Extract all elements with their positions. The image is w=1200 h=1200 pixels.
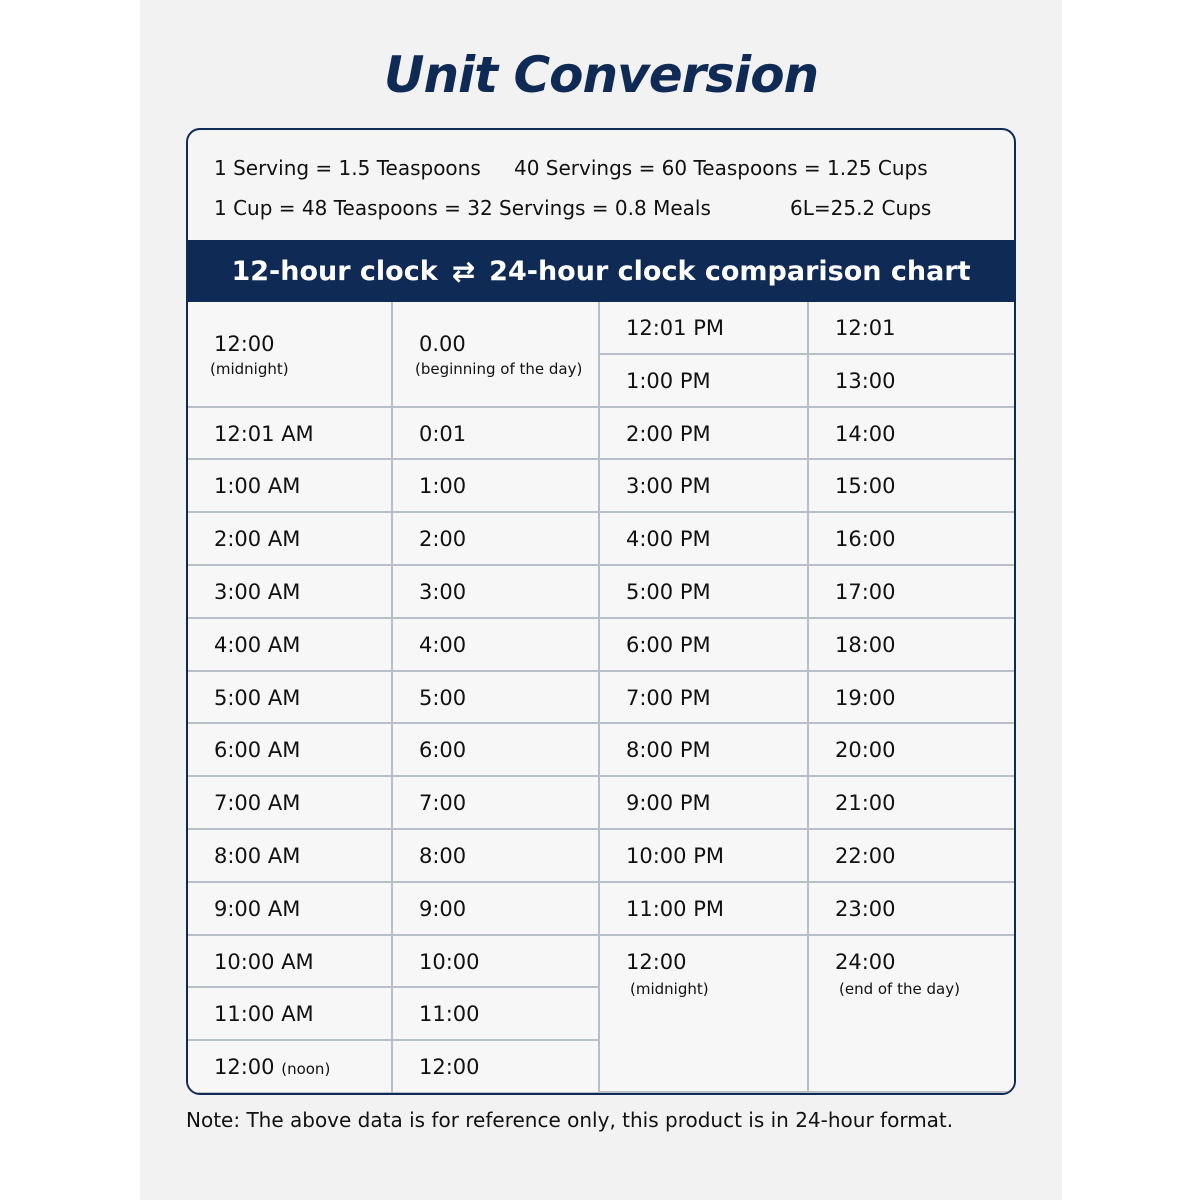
chart-heading-banner (188, 240, 1014, 302)
cell-24-hour (393, 724, 600, 777)
cell-24-hour (393, 460, 600, 513)
cell-12-hour (188, 408, 393, 461)
cell-24-hour (809, 619, 1014, 672)
time-12h: 2:00 PM (626, 421, 711, 446)
conversion-cup-meals: 1 Cup = 48 Teaspoons = 32 Servings = 0.8 Meals (214, 196, 711, 220)
cell-12-hour (600, 619, 809, 672)
cell-12-hour (600, 460, 809, 513)
cell-12-hour (600, 302, 809, 355)
time-24h: 12:01 (835, 316, 896, 340)
time-note: (midnight) (630, 979, 709, 998)
cell-24-hour (809, 830, 1014, 883)
cell-12-hour (188, 566, 393, 619)
time-24h: 20:00 (835, 738, 896, 763)
cell-24-hour (393, 883, 600, 936)
time-12h: 9:00 AM (214, 896, 301, 921)
time-24h: 19:00 (835, 685, 896, 710)
cell-24-hour (809, 566, 1014, 619)
time-24h: 6:00 (419, 738, 467, 763)
time-12h: 7:00 AM (214, 791, 301, 816)
cell-12-hour (600, 672, 809, 725)
time-24h: 7:00 (419, 791, 467, 816)
cell-12-hour (188, 302, 393, 408)
time-24h: 0.00 (419, 332, 466, 356)
time-24h: 18:00 (835, 632, 896, 657)
time-24h: 3:00 (419, 580, 467, 604)
time-12h: 9:00 PM (626, 791, 711, 816)
cell-12-hour (188, 830, 393, 883)
time-note: (noon) (281, 1060, 331, 1079)
conversion-servings-cups: 40 Servings = 60 Teaspoons = 1.25 Cups (514, 156, 928, 180)
time-24h: 10:00 (419, 949, 480, 974)
chart-heading-left: 12-hour clock (231, 255, 438, 287)
time-24h: 5:00 (419, 685, 467, 710)
cell-24-hour (809, 355, 1014, 408)
time-12h: 5:00 PM (626, 580, 711, 604)
time-24h: 1:00 (419, 474, 467, 499)
conversion-card (186, 128, 1016, 1095)
time-24h: 11:00 (419, 1002, 480, 1027)
cell-12-hour (600, 566, 809, 619)
time-24h: 21:00 (835, 791, 896, 816)
time-12h: 3:00 PM (626, 474, 711, 499)
time-24h: 4:00 (419, 632, 467, 657)
time-12h: 12:00 (626, 949, 687, 974)
time-12h: 12:00 (214, 1055, 275, 1080)
cell-12-hour (188, 777, 393, 830)
time-12h: 12:01 AM (214, 421, 314, 446)
time-24h: 0:01 (419, 421, 467, 446)
time-12h: 8:00 PM (626, 738, 711, 763)
cell-24-hour (809, 724, 1014, 777)
time-12h: 6:00 AM (214, 738, 301, 763)
cell-24-hour (393, 936, 600, 989)
time-12h: 1:00 AM (214, 474, 301, 499)
cell-24-hour (809, 460, 1014, 513)
time-12h: 6:00 PM (626, 632, 711, 657)
cell-12-hour (600, 936, 809, 1093)
cell-24-hour (809, 936, 1014, 1093)
conversion-liters-cups: 6L=25.2 Cups (790, 196, 932, 220)
cell-12-hour (600, 777, 809, 830)
time-24h: 14:00 (835, 421, 896, 446)
time-24h: 24:00 (835, 949, 896, 974)
time-12h: 12:00 (214, 332, 275, 356)
time-24h: 16:00 (835, 527, 896, 552)
cell-12-hour (600, 883, 809, 936)
footnote: Note: The above data is for reference only, this product is in 24-hour format. (186, 1108, 954, 1132)
cell-12-hour (600, 513, 809, 566)
time-12h: 4:00 PM (626, 527, 711, 552)
chart-heading-right: 24-hour clock comparison chart (489, 255, 971, 287)
cell-12-hour (600, 355, 809, 408)
cell-24-hour (809, 777, 1014, 830)
time-12h: 12:01 PM (626, 316, 724, 340)
cell-12-hour (188, 513, 393, 566)
time-24h: 13:00 (835, 368, 896, 393)
time-12h: 2:00 AM (214, 527, 301, 552)
cell-12-hour (188, 883, 393, 936)
time-24h: 15:00 (835, 474, 896, 499)
time-12h: 11:00 AM (214, 1002, 314, 1027)
time-24h: 12:00 (419, 1055, 480, 1080)
cell-12-hour (188, 619, 393, 672)
cell-12-hour (188, 724, 393, 777)
cell-24-hour (393, 513, 600, 566)
time-24h: 8:00 (419, 844, 467, 868)
cell-12-hour (188, 1041, 393, 1094)
cell-12-hour (188, 460, 393, 513)
cell-12-hour (600, 830, 809, 883)
time-12h: 5:00 AM (214, 685, 301, 710)
cell-24-hour (393, 777, 600, 830)
cell-24-hour (393, 830, 600, 883)
cell-12-hour (600, 408, 809, 461)
time-12h: 1:00 PM (626, 368, 711, 393)
cell-24-hour (809, 513, 1014, 566)
time-24h: 23:00 (835, 896, 896, 921)
time-12h: 10:00 AM (214, 949, 314, 974)
time-24h: 22:00 (835, 844, 896, 868)
cell-24-hour (393, 1041, 600, 1094)
time-note: (midnight) (210, 360, 289, 378)
cell-24-hour (809, 302, 1014, 355)
cell-24-hour (809, 672, 1014, 725)
time-12h: 8:00 AM (214, 844, 301, 868)
cell-12-hour (188, 672, 393, 725)
time-12h-with-note (214, 1055, 330, 1079)
time-12h: 11:00 PM (626, 896, 724, 921)
cell-12-hour (600, 724, 809, 777)
time-12h: 10:00 PM (626, 844, 724, 868)
swap-arrows-icon: ⇄ (451, 254, 476, 288)
time-note: (beginning of the day) (415, 360, 583, 378)
time-24h: 2:00 (419, 527, 467, 552)
cell-24-hour (393, 408, 600, 461)
conversion-serving-teaspoons: 1 Serving = 1.5 Teaspoons (214, 156, 481, 180)
cell-24-hour (393, 619, 600, 672)
cell-24-hour (393, 302, 600, 408)
time-12h: 4:00 AM (214, 632, 301, 657)
time-24h: 17:00 (835, 580, 896, 604)
cell-24-hour (393, 988, 600, 1041)
clock-comparison-table (188, 302, 1014, 1093)
cell-24-hour (809, 408, 1014, 461)
time-24h: 9:00 (419, 896, 467, 921)
cell-12-hour (188, 988, 393, 1041)
cell-24-hour (809, 883, 1014, 936)
time-note: (end of the day) (839, 979, 960, 998)
time-12h: 7:00 PM (626, 685, 711, 710)
cell-24-hour (393, 566, 600, 619)
cell-24-hour (393, 672, 600, 725)
cell-12-hour (188, 936, 393, 989)
page-title: Unit Conversion (383, 46, 819, 104)
time-12h: 3:00 AM (214, 580, 301, 604)
